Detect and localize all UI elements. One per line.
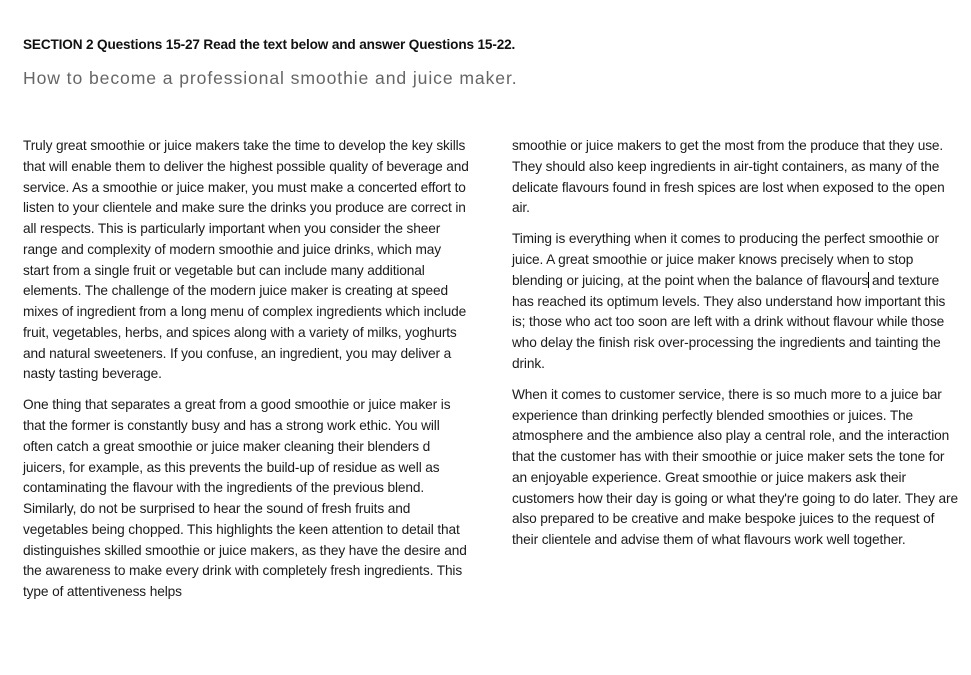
text-after-cursor: and texture has reached its optimum levels. They also understand how important this is; those who act too soon are left with a drink without flavour while those who delay the finish risk over-processing the ingredients and tainting the drink. [512,272,946,371]
section-heading: SECTION 2 Questions 15-27 Read the text below and answer Questions 15-22. [23,37,516,52]
paragraph-with-cursor[interactable] [512,229,958,374]
paragraph[interactable]: One thing that separates a great from a good smoothie or juice maker is that the former is constantly busy and has a strong work ethic. You will often catch a great smoothie or juice maker cleaning their blenders d juicers, for example, as this prevents the build-up of residue as well as contaminating the flavour with the ingredients of the previous blend. Similarly, do not be surprised to hear the sound of fresh fruits and vegetables being chopped. This highlights the keen attention to detail that distinguishes skilled smoothie or juice makers, as they have the desire and the awareness to make every drink with completely fresh ingredients. This type of attentiveness helps [23,397,467,600]
text-before-cursor: Timing is everything when it comes to producing the perfect smoothie or juice. A great smoothie or juice maker knows precisely when to stop blending or juicing, at the point when the balance of flavours [512,231,939,288]
paragraph[interactable]: Truly great smoothie or juice makers take the time to develop the key skills that will enable them to deliver the highest possible quality of beverage and service. As a smoothie or juice maker, you must make a concerted effort to listen to your clientele and make sure the drinks you produce are correct in all respects. This is particularly important when you consider the sheer range and complexity of modern smoothie and juice drinks, which may start from a single fruit or vegetable but can include many additional elements. The challenge of the modern juice maker is creating at speed mixes of ingredient from a long menu of complex ingredients which include fruit, vegetables, herbs, and spices along with a variety of milks, yoghurts and natural sweeteners. If you confuse, an ingredient, you may deliver a nasty tasting beverage. [23,138,469,382]
text-column-right[interactable] [512,136,958,561]
paragraph[interactable]: When it comes to customer service, there is so much more to a juice bar experience than drinking perfectly blended smoothies or juices. The atmosphere and the ambience also play a central role, and the interaction that the customer has with their smoothie or juice maker sets the tone for an enjoyable experience. Great smoothie or juice makers ask their customers how their day is going or what they're going to do later. They are also prepared to be creative and make bespoke juices to the request of their clientele and advise them of what flavours work well together. [512,386,958,548]
paragraph[interactable]: smoothie or juice makers to get the most from the produce that they use. They should also keep ingredients in air-tight containers, as many of the delicate flavours found in fresh spices are lost when exposed to the open air. [512,138,945,216]
text-column-left[interactable] [23,136,469,613]
document-title: How to become a professional smoothie and juice maker. [23,68,518,88]
